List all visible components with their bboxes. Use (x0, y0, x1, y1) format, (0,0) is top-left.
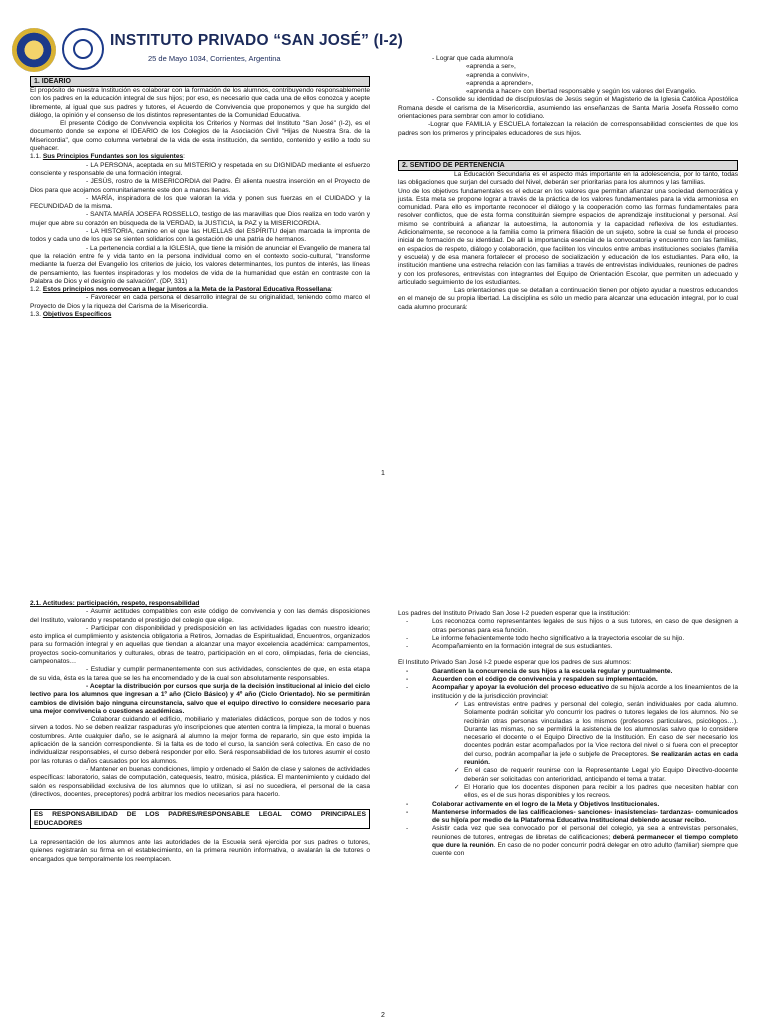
list-item: - Mantenerse informados de las calificaciones- sanciones- inasistencias- tardanzas- comunicados de su hijo/a por medio de la Plataforma Educativa Institucional debiendo acusar recibo. (398, 809, 738, 826)
objective-item: «aprenda a ser», (466, 63, 516, 71)
paragraph: El Instituto Privado San José I-2 puede esperar que los padres de sus alumnos: (398, 659, 632, 667)
congregation-seal-logo (62, 28, 104, 70)
list-item: - Colaborar activamente en el logro de la Meta y Objetivos Institucionales. (398, 801, 738, 809)
subheading-1-3: 1.3. Objetivos Específicos (30, 311, 112, 319)
institution-commitments-list (398, 618, 738, 651)
principle-item: - LA PERSONA, aceptada en su MISTERIO y respetada en su DIGNIDAD mediante el esfuerzo consciente y responsable de una formación integral. (30, 161, 370, 177)
principle-item: - SANTA MARÍA JOSEFA ROSSELLO, testigo de las maravillas que Dios realiza en todo varón y mujer que abre su corazón en búsqueda de la VERDAD, la JUSTICIA, la PAZ y la MISERICORDIA. (30, 211, 370, 227)
document-page-2 (0, 512, 768, 1024)
institution-name: INSTITUTO PRIVADO “SAN JOSÉ” (I-2) (110, 32, 404, 49)
paragraph: Las orientaciones que se detallan a continuación tienen por objeto ayudar a nuestros educandos en el manejo de su propia libertad. La disciplina es sólo un medio para alcanzar una educación integral, por lo cual cada alumno procurará: (398, 287, 738, 311)
page-number: 2 (381, 1012, 385, 1019)
objective-item: -Lograr que FAMILIA y ESCUELA fortalezcan la relación de corresponsabilidad conscientes de que los padres son los primeros y principales educadores de sus hijos. (398, 121, 738, 137)
principle-item: - MARÍA, inspiradora de los que valoran la vida y ponen sus fuerzas en el CUIDADO y la FECUNDIDAD de la misma. (30, 194, 370, 211)
principle-item: - LA HISTORIA, camino en el que las HUELLAS del ESPÍRITU dejan marcada la impronta de todos y cada uno de los que se sienten solidarios con la gestación de una patria de hermanos. (30, 228, 370, 244)
objective-item: «aprenda a aprender», (466, 79, 534, 87)
section-heading-pertenencia: 2. SENTIDO DE PERTENENCIA (398, 160, 738, 171)
objective-item: - Consolide su identidad de discípulos/as de Jesús según el Magisterio de la Iglesia Católica Apostólica Romana desde el carisma de la Misericordia, asumiendo las enseñanzas de Santa María Josefa Rossello como orientaciones para sembrar con amor lo cotidiano. (398, 96, 738, 121)
list-item: - Garanticen la concurrencia de sus hijos a la escuela regular y puntualmente. (398, 668, 738, 676)
attitude-item: - Asumir actitudes compatibles con este código de convivencia y con las demás disposiciones del Instituto, valorando y respetando el prestigio del colegio que elige. (30, 608, 370, 624)
paragraph: El propósito de nuestra Institución es colaborar con la formación de los alumnos, contribuyendo responsablemente con los padres en la educación integral de sus hijos; por eso, es necesario que cada una de ellos conozca y acepte libremente, al igual que sus padres y tutores, el Acuerdo de Convivencia que proponemos y que ha surgido del diálogo, la opinión y el consenso de los distintos representantes de la Comunidad Educativa. (30, 87, 370, 119)
paragraph: La Educación Secundaria es el aspecto más importante en la adolescencia, por lo tanto, todas las obligaciones que surjan del cursado del Nivel, deberán ser prioritarias para los alumnos y las familias. (398, 170, 738, 187)
attitude-item: - Participar con disponibilidad y predisposición en las actividades ligadas con nuestro ideario; esto implica el cumplimiento y asistencia obligatoria a Retiros, Jornadas de Espiritualidad, Encuentros, organizados para su formación integral y en aquellas que tiendan a alcanzar una mayor excelencia académica: campamentos, proyectos socio-comunitarios y culturales, obras de teatro, participación en el coro, olimpiadas, feria de ciencias, campeonatos… (30, 624, 370, 666)
objective-intro: - Lograr que cada alumno/a (432, 55, 514, 62)
subheading-1-2: 1.2. Estos principios nos convocan a llegar juntos a la Meta de la Pastoral Educativa Rossellana: (30, 286, 333, 294)
meeting-rules-list (398, 701, 738, 801)
list-item: ✓ El Horario que los docentes disponen para recibir a los padres que necesiten hablar con ellos, es el de sus horas disponibles y los recreos. (454, 784, 738, 801)
page2-right-column (398, 610, 738, 1010)
attitude-item: - Colaborar cuidando el edificio, mobiliario y materiales didácticos, porque son de todos y nos sirven a todos. No se deben realizar raspaduras y/o inscripciones que atenten contra la limpieza, la moral o buenas costumbres. Ante cualquier daño, se le asignará al alumno la mejor forma de repararlo, sin que esto impida la aplicación de la sanción correspondiente. Si la falta es de todo el curso, la sanción será colectiva. En caso de no individualizar responsables, el curso deberá responder por ello. Será responsabilidad de los tutores asumir el costo por las roturas o daños causados por los alumnos. (30, 716, 370, 765)
subheading-1-1: 1.1. Sus Principios Fundantes son los siguientes: (30, 153, 186, 161)
list-item: - Los reconozca como representantes legales de sus hijos o a sus tutores, en caso de que designen a otras personas para esa función. (398, 618, 738, 635)
page1-right-column (398, 55, 738, 445)
school-crest-logo (12, 28, 56, 72)
page1-left-column (30, 76, 370, 461)
attitude-item: - Aceptar la distribución por cursos que surja de la decisión institucional al inicio del ciclo lectivo para los alumnos que ingresan a 1º año (Ciclo Básico) y 4º año (Ciclo Orientado). No se permitirán cambios de división bajo ninguna circunstancia, salvo que el equipo directivo lo considere necesario para una mejor convivencia o cuestiones académicas. (30, 682, 370, 715)
section-heading-responsabilidad: ES RESPONSABILIDAD DE LOS PADRES/RESPONSABLE LEGAL COMO PRINCIPALES EDUCADORES (30, 809, 370, 829)
page2-left-column (30, 600, 370, 1005)
principle-item: - La pertenencia cordial a la IGLESIA, que tiene la misión de anunciar el Evangelio de manera tal que la relación entre fe y vida tanto en la persona individual como en el contexto socio-cultural, "transforme mediante la fuerza del Evangelio los criterios de juicio, los valores determinantes, los puntos de interés, las líneas de pensamiento, las fuentes inspiradoras y los modelos de vida de la humanidad que están en contraste con la Palabra de Dios y el designio de salvación". (DP, 331) (30, 244, 370, 285)
list-item: - Acompañamiento en la formación integral de sus estudiantes. (398, 643, 738, 651)
paragraph: El presente Código de Convivencia explicita los Criterios y Normas del Instituto "San José" (I-2), es el documento donde se expone el IDEARIO de los Colegios de la Asociación Civil "Hijas de Nuestra Sra. de la Misericordia", que como columna vertebral de la vida de esta institución, da sentido, contenido y estilo a todo su quehacer. (30, 120, 370, 153)
objective-item: «aprenda a convivir», (466, 71, 530, 79)
list-item: - Acuerden con el código de convivencia y respalden su implementación. (398, 676, 738, 684)
objective-item: «aprenda a hacer» con libertad responsable y según los valores del Evangelio. (466, 88, 697, 96)
institution-address: 25 de Mayo 1034, Corrientes, Argentina (148, 54, 281, 63)
paragraph: Uno de los objetivos fundamentales es el educar en los valores que permitan afianzar una sociedad democrática y justa. Esta meta se propone lograr a través de la práctica de los valores fundamentales para la vida armoniosa en comunidad. Para ello es importante reconocer el diálogo y la cooperación como las formas fundamentales para resolver conflictos, que de esta forma constituirán siempre espacios de aprendizaje institucional y personal. Así mismo se contribuirá a afianzar la autoestima, la autonomía y la capacidad reflexiva de los estudiantes. Adicionalmente, se reconoce a la familia como la primera filiación de un sujeto, sobre la cual se funda el proceso inicial de formación de su identidad. De allí la importancia esencial de la convocatoria y encuentro con las familias, en espacios de respeto, diálogo y colaboración, que faciliten los vínculos entre ambas instituciones sociales (familia y escuela) y de esa manera fortalecer el proceso de socialización y educación de los estudiantes. Para ello, la institución mantiene una estrecha relación con las familias a través de entrevistas individuales, reuniones de padres y con los profesores, entrevistas con integrantes del Equipo de Orientación Escolar, que permiten un adecuado y articulado seguimiento de los estudiantes. (398, 187, 738, 286)
section-heading-ideario: 1. IDEARIO (30, 76, 370, 87)
list-item: - Acompañar y apoyar la evolución del proceso educativo de su hijo/a acorde a los lineamientos de la institución y de la jurisdicción provincial: (398, 684, 738, 701)
subheading-2-1: 2.1. Actitudes: participación, respeto, responsabilidad (30, 600, 200, 607)
list-item: - Asistir cada vez que sea convocado por el personal del colegio, ya sea a entrevistas personales, reuniones de tutores, entregas de libretas de calificaciones; deberá permanecer el tiempo completo que dure la reunión. En caso de no poder concurrir podrá delegar en otro adulto (familiar) siempre que cuente con (398, 825, 738, 858)
principle-item: - JESÚS, rostro de la MISERICORDIA del Padre. Él alienta nuestra inserción en el Proyecto de Dios para que acojamos comunitariamente este don a manos llenas. (30, 178, 370, 194)
page-number: 1 (381, 470, 385, 477)
attitude-item: - Estudiar y cumplir permanentemente con sus actividades, conscientes de que, en esta etapa de su vida, ésta es la tarea que se les ha encomendado y de la cual son absolutamente responsables. (30, 666, 370, 682)
list-item: - Le informe fehacientemente todo hecho significativo a la trayectoria escolar de su hijo. (398, 635, 738, 643)
parent-commitments-list-continued (398, 801, 738, 859)
parent-commitments-list (398, 668, 738, 701)
list-item: ✓ Las entrevistas entre padres y personal del colegio, serán individuales por cada alumno. Solamente podrán solicitar y/o concurrir los padres o tutores legales de los alumnos. No se recibirán otras personas vinculadas a los mismos (profesores particulares, psicólogos…). Durante las mismas, no se permitirá la asistencia de los alumnos/as salvo que lo considere necesario el docente o el Equipo Directivo de la Institución. En caso de ser necesario los docentes podrán estar acompañados por la Vice rectora del nivel o si fuera con el preceptor del curso, podrán acompañar la jefe o subjefe de Preceptores. Se realizarán actas en cada reunión. (454, 701, 738, 767)
institution-header (12, 24, 404, 72)
attitude-item: - Mantener en buenas condiciones, limpio y ordenado el Salón de clase y salones de actividades específicas: laboratorio, salas de computación, catequesis, teatro, música, plástica. El mantenimiento y cuidado del salón es responsabilidad exclusiva de los alumnos que lo utilizan, si así no sucediera, el personal de la casa (directivos, docentes, preceptores) podrá arbitrar los medios necesarios para hacerlo. (30, 765, 370, 798)
principle-item: - Favorecer en cada persona el desarrollo integral de su originalidad, teniendo como marco el Proyecto de Dios y la riqueza del Carisma de la Misericordia. (30, 294, 370, 310)
list-item: ✓ En el caso de requerir reunirse con la Representante Legal y/o Equipo Directivo-docente deberán ser solicitadas con anterioridad, anticipando el tema a tratar. (454, 767, 738, 784)
paragraph: Los padres del Instituto Privado San Jose I-2 pueden esperar que la institución: (398, 610, 631, 617)
paragraph: La representación de los alumnos ante las autoridades de la Escuela será ejercida por sus padres o tutores, quienes registrarán su firma en el establecimiento, en la primera reunión informativa, o avalarán la de tutores o encargados que temporalmente los reemplacen. (30, 839, 370, 863)
